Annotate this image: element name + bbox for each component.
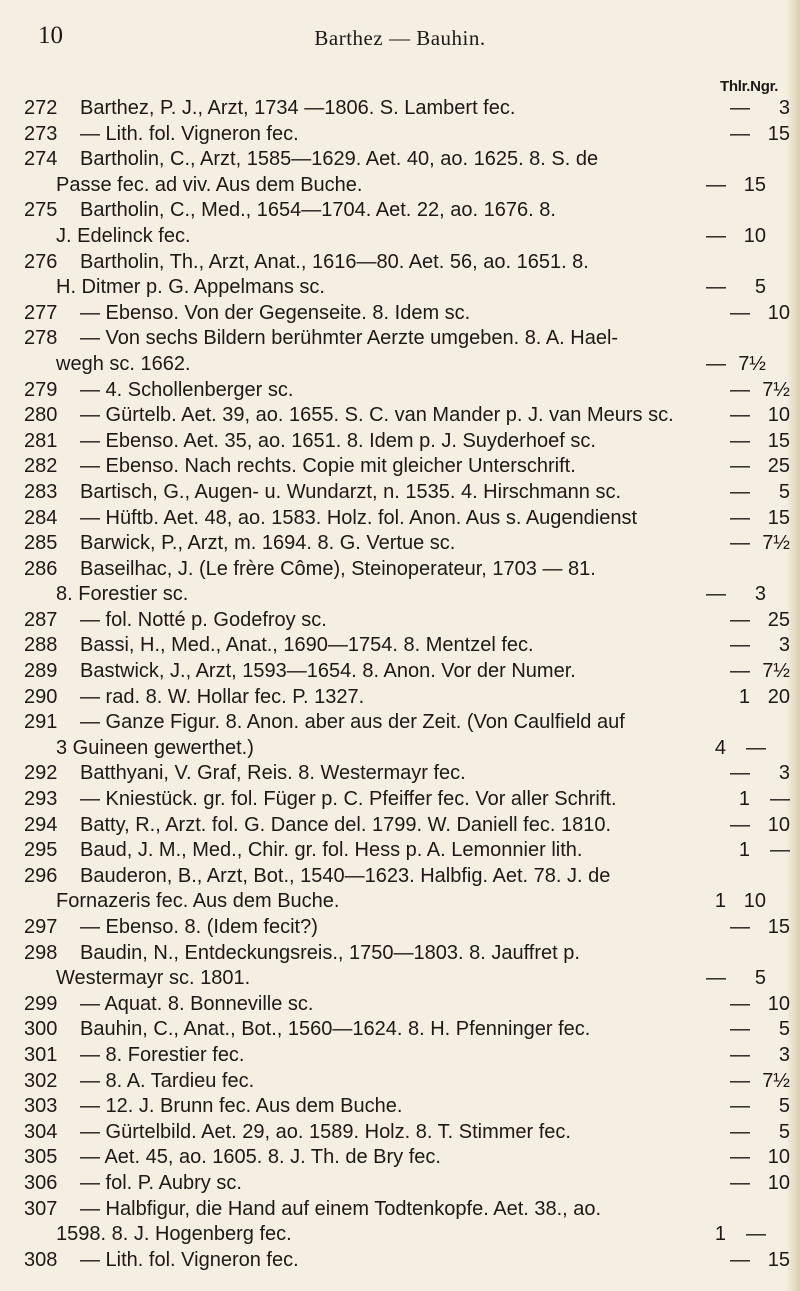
price-thaler — [712, 941, 750, 967]
entry-text: Bartholin, C., Med., 1654—1704. Aet. 22, ao. 1676. 8. — [80, 199, 556, 222]
entry-text: — Kniestück. gr. fol. Füger p. C. Pfeiffer fec. Vor aller Schrift. — [80, 788, 617, 811]
entry-text: wegh sc. 1662. — [56, 352, 191, 375]
entry-number: 278 — [24, 327, 58, 350]
price-thaler: — — [730, 1043, 750, 1066]
catalogue-line — [0, 147, 800, 173]
entry-text: Bauhin, C., Anat., Bot., 1560—1624. 8. H. Pfenninger fec. — [80, 1018, 591, 1041]
catalogue-line — [0, 352, 800, 378]
price-groschen: 10 — [767, 404, 790, 427]
price-thaler: — — [730, 660, 750, 683]
price-thaler: — — [730, 608, 750, 631]
entry-text: — Halbfigur, die Hand auf einem Todtenkopfe. Aet. 38., ao. — [80, 1197, 602, 1220]
entry-number: 305 — [24, 1146, 58, 1169]
catalogue-line — [0, 198, 800, 224]
catalogue-line — [0, 659, 800, 685]
price-groschen — [750, 941, 790, 967]
entry-text: Fornazeris fec. Aus dem Buche. — [56, 890, 340, 913]
catalogue-line — [0, 1120, 800, 1146]
price-thaler: — — [730, 1120, 750, 1143]
entry-indent — [0, 173, 56, 199]
price-thaler: — — [730, 455, 750, 478]
entry-text: 3 Guineen gewerthet.) — [56, 736, 254, 759]
entry-number: 296 — [24, 864, 58, 887]
entry-text: — Lith. fol. Vigneron fec. — [80, 122, 299, 145]
entry-indent — [0, 224, 56, 250]
catalogue-line — [0, 96, 800, 122]
price-thaler: — — [730, 480, 750, 503]
price-groschen: 10 — [767, 813, 790, 836]
price-groschen: 25 — [767, 608, 790, 631]
catalogue-line — [0, 1069, 800, 1095]
price-thaler: — — [730, 762, 750, 785]
entry-text: — Lith. fol. Vigneron fec. — [80, 1248, 299, 1271]
price-groschen: 15 — [743, 173, 766, 196]
catalogue-line — [0, 915, 800, 941]
catalogue-line — [0, 1248, 800, 1274]
price-groschen — [750, 1197, 790, 1223]
entry-number: 293 — [24, 788, 58, 811]
catalogue-line — [0, 761, 800, 787]
catalogue-line — [0, 326, 800, 352]
price-groschen: 10 — [767, 301, 790, 324]
entry-number: 301 — [24, 1043, 58, 1066]
catalogue-line — [0, 403, 800, 429]
catalogue-line — [0, 710, 800, 736]
catalogue-line — [0, 889, 800, 915]
catalogue-line — [0, 275, 800, 301]
price-thaler — [712, 864, 750, 890]
entry-indent — [0, 275, 56, 301]
entry-text: Passe fec. ad viv. Aus dem Buche. — [56, 173, 363, 196]
price-thaler: — — [730, 1095, 750, 1118]
catalogue-line — [0, 864, 800, 890]
catalogue-line — [0, 685, 800, 711]
catalogue-line — [0, 1094, 800, 1120]
price-groschen: 5 — [778, 1095, 790, 1118]
price-thaler: — — [730, 1248, 750, 1271]
entry-number: 282 — [24, 455, 58, 478]
price-thaler: — — [706, 583, 726, 606]
catalogue-line — [0, 787, 800, 813]
price-thaler: — — [730, 634, 750, 657]
catalogue-line — [0, 1222, 800, 1248]
entry-number: 279 — [24, 378, 58, 401]
entry-number: 284 — [24, 506, 58, 529]
price-groschen: 7½ — [762, 660, 790, 683]
catalogue-line — [0, 454, 800, 480]
entry-text: — Aet. 45, ao. 1605. 8. J. Th. de Bry fec. — [80, 1146, 441, 1169]
entry-text: Baseilhac, J. (Le frère Côme), Steinoperateur, 1703 — 81. — [80, 557, 596, 580]
catalogue-line — [0, 992, 800, 1018]
entry-indent — [0, 352, 56, 378]
entry-text: — Gürtelb. Aet. 39, ao. 1655. S. C. van Mander p. J. van Meurs sc. — [80, 404, 674, 427]
entry-indent — [0, 1222, 56, 1248]
catalogue-line — [0, 250, 800, 276]
price-thaler: — — [706, 173, 726, 196]
entry-number: 308 — [24, 1248, 58, 1271]
price-thaler: — — [730, 404, 750, 427]
price-thaler: — — [730, 429, 750, 452]
entry-text: — Ebenso. Aet. 35, ao. 1651. 8. Idem p. J. Suyderhoef sc. — [80, 429, 596, 452]
price-thaler: — — [730, 992, 750, 1015]
entry-number: 302 — [24, 1069, 58, 1092]
entry-text: Barthez, P. J., Arzt, 1734 —1806. S. Lambert fec. — [80, 97, 516, 119]
entry-text: — Aquat. 8. Bonneville sc. — [80, 992, 314, 1015]
catalogue-line — [0, 813, 800, 839]
price-thaler: — — [706, 967, 726, 990]
catalogue-line — [0, 429, 800, 455]
entry-number: 273 — [24, 122, 58, 145]
entry-number: 275 — [24, 199, 58, 222]
catalogue-line — [0, 582, 800, 608]
price-thaler: — — [706, 276, 726, 299]
entry-number: 290 — [24, 685, 58, 708]
catalogue-line — [0, 1043, 800, 1069]
entry-text: — rad. 8. W. Hollar fec. P. 1327. — [80, 685, 365, 708]
entry-number: 291 — [24, 711, 58, 734]
price-thaler: — — [730, 378, 750, 401]
entry-indent — [0, 889, 56, 915]
page-number: 10 — [38, 22, 63, 49]
price-groschen: 5 — [754, 967, 766, 990]
price-thaler: 1 — [738, 788, 750, 811]
price-thaler: — — [730, 813, 750, 836]
entry-number: 299 — [24, 992, 58, 1015]
entry-number: 277 — [24, 301, 58, 324]
entry-text: — Ebenso. Von der Gegenseite. 8. Idem sc. — [80, 301, 471, 324]
price-groschen: 25 — [767, 455, 790, 478]
catalogue-line — [0, 633, 800, 659]
running-head: Barthez — Bauhin. — [314, 26, 486, 50]
price-thaler: — — [730, 122, 750, 145]
price-thaler: — — [730, 1171, 750, 1194]
price-groschen: 10 — [743, 890, 766, 913]
price-thaler: — — [730, 506, 750, 529]
catalogue-line — [0, 506, 800, 532]
catalogue-line — [0, 122, 800, 148]
entry-text: Batty, R., Arzt. fol. G. Dance del. 1799. W. Daniell fec. 1810. — [80, 813, 611, 836]
entry-text: 1598. 8. J. Hogenberg fec. — [56, 1223, 292, 1246]
catalogue-line — [0, 1145, 800, 1171]
entry-number: 300 — [24, 1018, 58, 1041]
price-thaler — [712, 250, 750, 276]
price-groschen: 3 — [778, 634, 790, 657]
entry-text: Bauderon, B., Arzt, Bot., 1540—1623. Halbfig. Aet. 78. J. de — [80, 864, 611, 887]
entry-number: 287 — [24, 608, 58, 631]
catalogue-line — [0, 736, 800, 762]
entry-text: Westermayr sc. 1801. — [56, 967, 251, 990]
entry-number: 280 — [24, 404, 58, 427]
price-thaler: 1 — [714, 1223, 726, 1246]
price-groschen: 5 — [754, 276, 766, 299]
entry-number: 276 — [24, 250, 58, 273]
entry-text: H. Ditmer p. G. Appelmans sc. — [56, 276, 325, 299]
price-groschen: 7½ — [762, 1069, 790, 1092]
catalogue-line — [0, 557, 800, 583]
entry-number: 297 — [24, 916, 58, 938]
catalogue-line — [0, 838, 800, 864]
entry-text: — Hüftb. Aet. 48, ao. 1583. Holz. fol. Anon. Aus s. Augendienst — [80, 506, 638, 529]
entry-number: 285 — [24, 532, 58, 555]
price-groschen: 3 — [754, 583, 766, 606]
price-thaler: — — [730, 1069, 750, 1092]
price-thaler: — — [730, 97, 750, 119]
price-thaler — [712, 326, 750, 352]
entry-text: — 8. A. Tardieu fec. — [80, 1069, 255, 1092]
price-thaler — [712, 147, 750, 173]
price-groschen: 5 — [778, 480, 790, 503]
price-thaler: — — [706, 352, 726, 375]
price-groschen: 15 — [767, 506, 790, 529]
entry-number: 283 — [24, 480, 58, 503]
catalogue-line — [0, 966, 800, 992]
catalogue-line — [0, 1197, 800, 1223]
price-thaler: — — [730, 301, 750, 324]
entry-text: — Ebenso. Nach rechts. Copie mit gleicher Unterschrift. — [80, 455, 576, 478]
catalogue-line — [0, 1017, 800, 1043]
price-groschen: — — [770, 839, 790, 862]
price-groschen: 5 — [778, 1120, 790, 1143]
price-groschen — [750, 864, 790, 890]
entry-text: — Ganze Figur. 8. Anon. aber aus der Zeit. (Von Caulfield auf — [80, 711, 625, 734]
entry-text: Barwick, P., Arzt, m. 1694. 8. G. Vertue sc. — [80, 532, 456, 555]
price-groschen: — — [746, 1223, 766, 1246]
entry-number: 289 — [24, 660, 58, 683]
price-thaler — [712, 710, 750, 736]
catalogue-line — [0, 378, 800, 404]
price-groschen — [750, 710, 790, 736]
entry-number: 306 — [24, 1171, 58, 1194]
price-thaler: 1 — [738, 685, 750, 708]
entry-text: — fol. Notté p. Godefroy sc. — [80, 608, 327, 631]
entry-text: Bastwick, J., Arzt, 1593—1654. 8. Anon. Vor der Numer. — [80, 660, 576, 683]
entry-text: — fol. P. Aubry sc. — [80, 1171, 242, 1194]
entry-number: 274 — [24, 148, 58, 171]
catalogue-line — [0, 608, 800, 634]
price-groschen: 15 — [767, 122, 790, 145]
entry-number: 303 — [24, 1095, 58, 1118]
entry-text: J. Edelinck fec. — [56, 224, 191, 247]
catalogue-line — [0, 941, 800, 967]
entry-number: 288 — [24, 634, 58, 657]
catalogue-line — [0, 301, 800, 327]
price-groschen: 10 — [767, 992, 790, 1015]
price-groschen — [750, 198, 790, 224]
catalogue-line — [0, 480, 800, 506]
entry-number: 292 — [24, 762, 58, 785]
catalogue-line — [0, 173, 800, 199]
price-groschen: 15 — [767, 1248, 790, 1271]
entry-text: Bartholin, Th., Arzt, Anat., 1616—80. Aet. 56, ao. 1651. 8. — [80, 250, 589, 273]
price-groschen — [750, 326, 790, 352]
entry-text: — 8. Forestier fec. — [80, 1043, 245, 1066]
entry-text: Bartholin, C., Arzt, 1585—1629. Aet. 40, ao. 1625. 8. S. de — [80, 148, 599, 171]
entry-text: Bassi, H., Med., Anat., 1690—1754. 8. Mentzel fec. — [80, 634, 534, 657]
price-groschen: 7½ — [762, 378, 790, 401]
entry-text: — 4. Schollenberger sc. — [80, 378, 294, 401]
price-groschen: — — [746, 736, 766, 759]
entry-indent — [0, 582, 56, 608]
price-groschen: — — [770, 788, 790, 811]
price-groschen: 15 — [767, 916, 790, 938]
price-thaler: 1 — [714, 890, 726, 913]
price-thaler — [712, 1197, 750, 1223]
price-thaler: 1 — [738, 839, 750, 862]
price-groschen: 3 — [778, 97, 790, 119]
entry-number: 304 — [24, 1120, 58, 1143]
entry-text: Batthyani, V. Graf, Reis. 8. Westermayr fec. — [80, 762, 466, 785]
entry-indent — [0, 966, 56, 992]
price-thaler — [712, 557, 750, 583]
price-groschen: 10 — [767, 1171, 790, 1194]
entry-number: 307 — [24, 1197, 58, 1220]
entry-indent — [0, 736, 56, 762]
entry-number: 298 — [24, 941, 58, 964]
price-thaler: — — [730, 532, 750, 555]
price-groschen: 20 — [767, 685, 790, 708]
entry-text: — Gürtelbild. Aet. 29, ao. 1589. Holz. 8. T. Stimmer fec. — [80, 1120, 571, 1143]
catalogue-line — [0, 1171, 800, 1197]
price-groschen — [750, 147, 790, 173]
entry-text: Baudin, N., Entdeckungsreis., 1750—1803. 8. Jauffret p. — [80, 941, 580, 964]
price-thaler: — — [706, 224, 726, 247]
entry-number: 286 — [24, 557, 58, 580]
catalogue-entries — [0, 96, 800, 1273]
price-thaler: — — [730, 1146, 750, 1169]
currency-column-heading: Thlr.Ngr. — [720, 78, 779, 95]
price-groschen: 5 — [778, 1018, 790, 1041]
price-groschen — [750, 557, 790, 583]
price-thaler: 4 — [714, 736, 726, 759]
entry-number: 294 — [24, 813, 58, 836]
entry-text: — Von sechs Bildern berühmter Aerzte umgeben. 8. A. Hael- — [80, 327, 619, 350]
price-groschen: 7½ — [762, 532, 790, 555]
price-groschen: 3 — [778, 1043, 790, 1066]
entry-text: — 12. J. Brunn fec. Aus dem Buche. — [80, 1095, 403, 1118]
entry-text: 8. Forestier sc. — [56, 583, 189, 606]
entry-number: 272 — [24, 97, 58, 119]
entry-text: Baud, J. M., Med., Chir. gr. fol. Hess p. A. Lemonnier lith. — [80, 839, 583, 862]
price-thaler: — — [730, 1018, 750, 1041]
price-groschen: 7½ — [738, 352, 766, 375]
price-groschen — [750, 250, 790, 276]
entry-text: — Ebenso. 8. (Idem fecit?) — [80, 916, 318, 938]
price-thaler: — — [730, 916, 750, 938]
price-groschen: 15 — [767, 429, 790, 452]
entry-number: 281 — [24, 429, 58, 452]
catalogue-line — [0, 531, 800, 557]
catalogue-line — [0, 224, 800, 250]
price-groschen: 3 — [778, 762, 790, 785]
price-groschen: 10 — [743, 224, 766, 247]
price-groschen: 10 — [767, 1146, 790, 1169]
entry-number: 295 — [24, 839, 58, 862]
entry-text: Bartisch, G., Augen- u. Wundarzt, n. 1535. 4. Hirschmann sc. — [80, 480, 621, 503]
price-thaler — [712, 198, 750, 224]
